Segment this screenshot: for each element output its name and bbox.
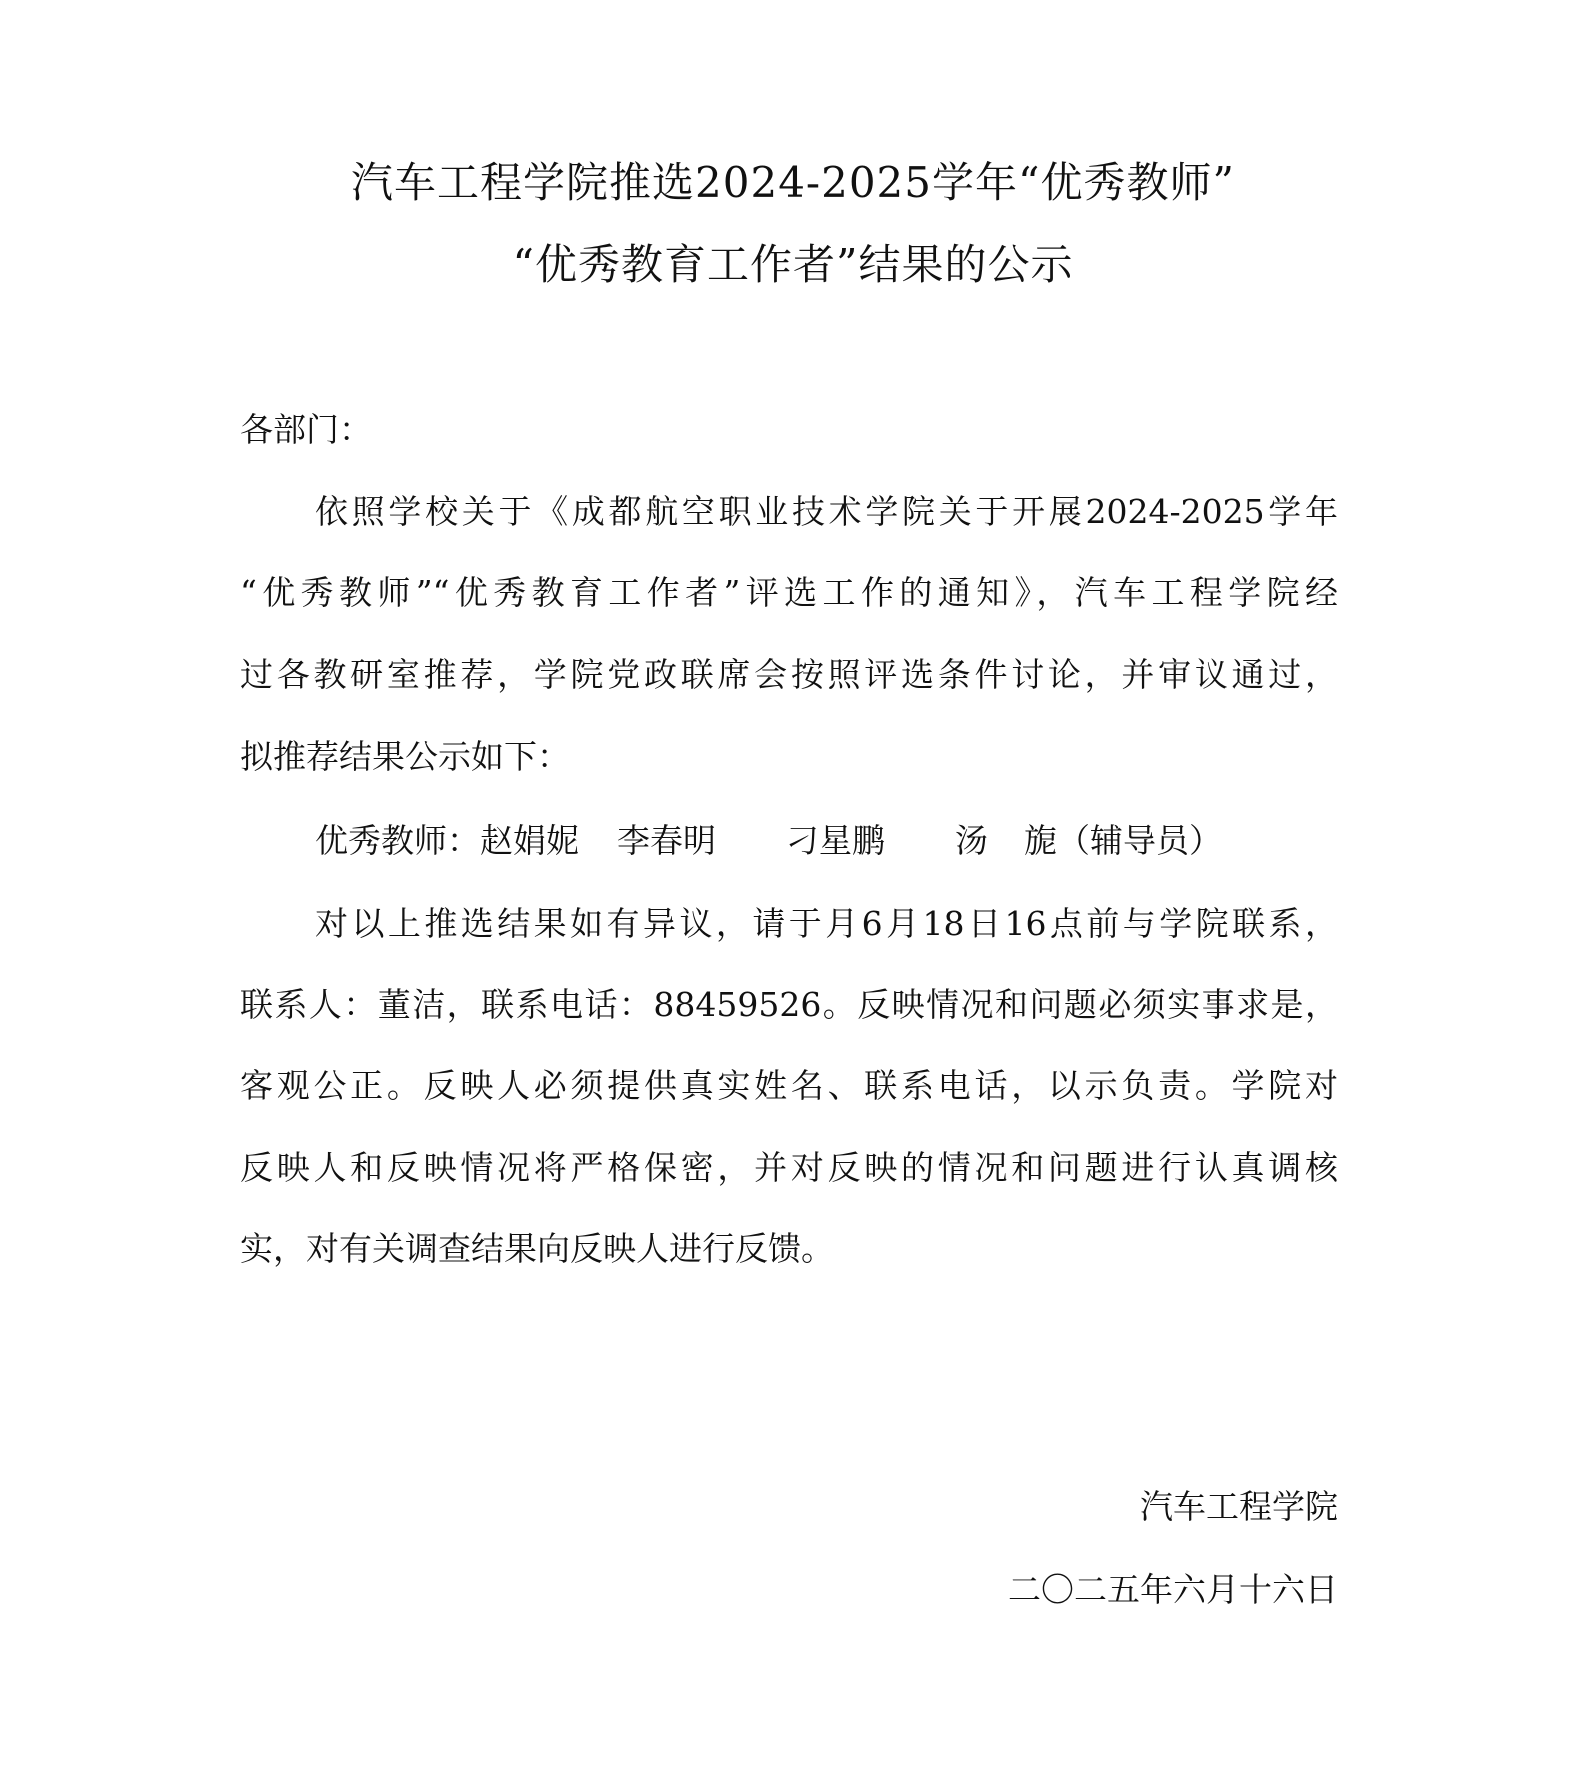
paragraph1-line-1: 依照学校关于《成都航空职业技术学院关于开展2024-2025学年 [315,492,1338,531]
paragraph2-line-5: 实，对有关调查结果向反映人进行反馈。 [240,1229,834,1268]
paragraph2-line-3: 客观公正。反映人必须提供真实姓名、联系电话，以示负责。学院对 [240,1066,1338,1105]
nominee-name: 赵娟妮 [480,821,579,860]
signature-organization: 汽车工程学院 [1140,1487,1338,1526]
nominee-list [315,821,1222,861]
paragraph2-line-1: 对以上推选结果如有异议，请于月6月18日16点前与学院联系， [315,904,1338,943]
paragraph1-line-4: 拟推荐结果公示如下： [240,737,570,776]
nominee-name: 汤 [955,821,988,860]
paragraph2-line-4: 反映人和反映情况将严格保密，并对反映的情况和问题进行认真调核 [240,1148,1338,1187]
paragraph1-line-2: “优秀教师”“优秀教育工作者”评选工作的通知》，汽车工程学院经 [240,573,1338,612]
paragraph2-line-2: 联系人：董洁，联系电话：88459526。反映情况和问题必须实事求是， [240,985,1338,1024]
salutation: 各部门： [240,410,372,449]
title-line-1: 汽车工程学院推选2024-2025学年“优秀教师” [351,158,1235,207]
signature-date: 二〇二五年六月十六日 [1008,1570,1338,1609]
nominee-name: 刁星鹏 [786,821,885,860]
title-line-2: “优秀教育工作者”结果的公示 [512,240,1074,289]
nominee-name: 李春明 [617,821,716,860]
nominee-name: 旎（辅导员） [1024,821,1222,860]
nominee-label: 优秀教师： [315,821,480,860]
paragraph1-line-3: 过各教研室推荐，学院党政联席会按照评选条件讨论，并审议通过， [240,655,1338,694]
